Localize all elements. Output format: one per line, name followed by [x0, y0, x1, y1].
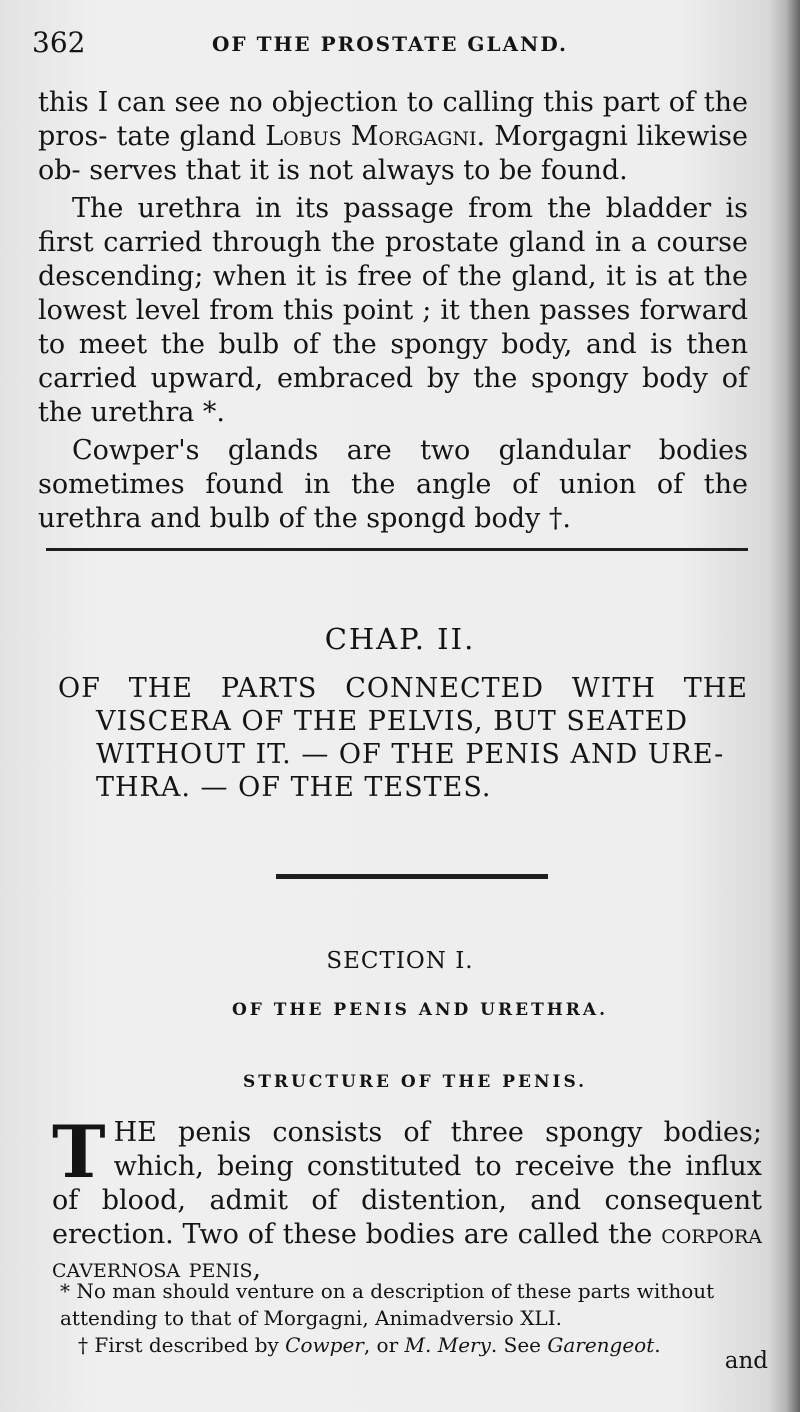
- footnote-text: . See: [490, 1333, 548, 1357]
- chapter-label: CHAP. II.: [324, 622, 476, 656]
- chapter-divider-rule: [276, 874, 548, 879]
- paragraph-cowpers-glands: Cowper's glands are two glandular bodies sometimes found in the angle of union of the urethra and bulb of the spongd body †.: [38, 435, 748, 534]
- paragraph-urethra: The urethra in its passage from the bladder is first carried through the prostate gland in a course descending; when it is free of the gland, it is at the lowest level from this point ; it then passes forward to meet the bulb of the spongy body, and is then carried upward, embraced by the spongy body of the urethra *.: [38, 193, 748, 428]
- section-title: OF THE PENIS AND URETHRA.: [231, 1000, 609, 1020]
- section-divider-rule: [46, 548, 748, 551]
- text-line: this I can see no objection to calling this part of the pros-: [38, 87, 748, 152]
- text-line: Morgagni likewise ob-: [38, 121, 748, 186]
- page-number: 362: [32, 26, 86, 59]
- text-line: serves that it is not always to be found.: [89, 155, 628, 186]
- subheading: STRUCTURE OF THE PENIS.: [242, 1072, 588, 1092]
- first-word-rest: HE: [113, 1117, 157, 1148]
- chapter-title-line: OF THE PARTS CONNECTED WITH THE: [58, 673, 748, 704]
- page-header: [32, 26, 762, 66]
- chapter-title-continuation: VISCERA OF THE PELVIS, BUT SEATED WITHOUT IT. — OF THE PENIS AND URE-THRA. — OF THE TESTES.: [96, 706, 725, 803]
- footnote: [60, 1278, 770, 1332]
- running-head: OF THE PROSTATE GLAND.: [212, 32, 568, 56]
- footnote-text: No man should venture on a description of these parts without attending to that of Morgagni, Animadversio XLI.: [60, 1279, 715, 1330]
- paragraph-text: penis consists of three spongy bodies; which, being constituted to receive the influx of blood, admit of distention, and consequent erection. Two of these bodies are called the: [52, 1117, 762, 1250]
- chapter-title: [58, 672, 748, 804]
- footnotes: [60, 1278, 770, 1359]
- section-label: SECTION I.: [326, 948, 474, 974]
- catchword: and: [724, 1348, 768, 1374]
- drop-cap: T: [52, 1109, 106, 1194]
- footnote-name-mery: M. Mery: [404, 1333, 491, 1357]
- text-line: tate gland: [116, 121, 266, 152]
- term-corpora-cavernosa: corpora cavernosa penis,: [52, 1219, 762, 1284]
- section-paragraph: [52, 1109, 762, 1286]
- footnote-name-garengeot: Garengeot: [547, 1333, 655, 1357]
- term-lobus-morgagni: Lobus Morgagni.: [265, 121, 486, 152]
- paragraph-continued: [38, 86, 748, 188]
- footnote-text: .: [654, 1333, 661, 1357]
- footnote-mark: *: [60, 1279, 70, 1303]
- footnote: [60, 1332, 770, 1359]
- top-text-block: [38, 86, 748, 540]
- footnote-text: , or: [363, 1333, 405, 1357]
- footnote-mark: †: [78, 1333, 88, 1357]
- footnote-text: First described by: [94, 1333, 286, 1357]
- footnote-name-cowper: Cowper: [285, 1333, 364, 1357]
- page-edge-shadow: [786, 0, 800, 1412]
